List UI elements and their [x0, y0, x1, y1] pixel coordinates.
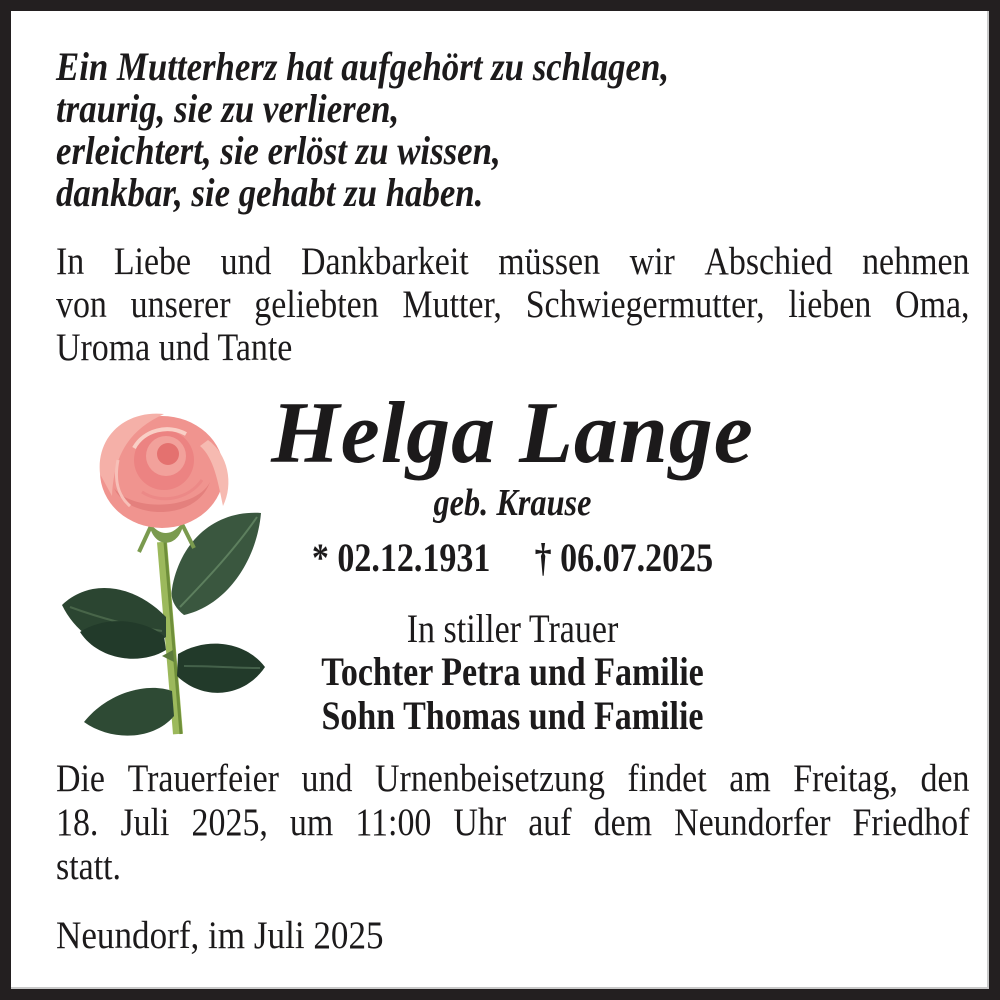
dagger-icon: † — [534, 535, 552, 580]
poem — [56, 46, 970, 214]
funeral-paragraph — [56, 757, 969, 889]
mourning-heading: In stiller Trauer — [406, 606, 619, 651]
intro-line: von unserer geliebten Mutter, Schwiegermutter, lieben Oma, — [56, 283, 970, 326]
life-dates — [124, 535, 900, 581]
funeral-line: statt. — [56, 845, 122, 888]
star-icon: * — [311, 535, 329, 580]
poem-line: dankbar, sie gehabt zu haben. — [56, 170, 484, 215]
intro-line: In Liebe und Dankbarkeit müssen wir Abschied nehmen — [56, 240, 970, 283]
poem-line: traurig, sie zu verlieren, — [56, 86, 400, 131]
deceased-name: Helga Lange — [271, 385, 754, 482]
death-date: 06.07.2025 — [560, 535, 714, 580]
mourner: Tochter Petra und Familie — [321, 649, 704, 694]
intro-line: Uroma und Tante — [56, 326, 293, 369]
mourner: Sohn Thomas und Familie — [321, 693, 704, 738]
intro-paragraph — [56, 240, 969, 369]
death-date-group — [535, 535, 714, 581]
maiden-name: geb. Krause — [433, 482, 592, 524]
closing-line: Neundorf, im Juli 2025 — [56, 914, 384, 957]
poem-line: Ein Mutterherz hat aufgehört zu schlagen, — [56, 44, 670, 89]
birth-date-group — [312, 535, 491, 581]
funeral-line: 18. Juli 2025, um 11:00 Uhr auf dem Neundorfer Friedhof — [56, 801, 970, 844]
poem-line: erleichtert, sie erlöst zu wissen, — [56, 128, 501, 173]
funeral-line: Die Trauerfeier und Urnenbeisetzung findet am Freitag, den — [56, 757, 970, 800]
birth-date: 02.12.1931 — [337, 535, 491, 580]
